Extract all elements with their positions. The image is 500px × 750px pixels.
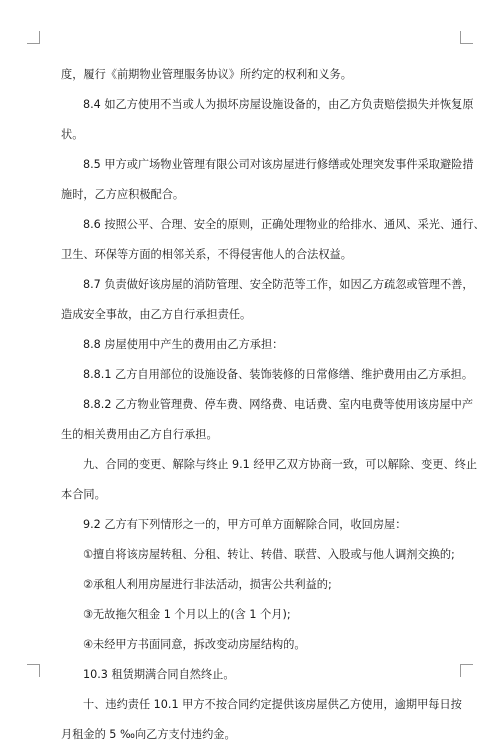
- text-line: 生的相关费用由乙方自行承担。: [61, 428, 218, 441]
- text-line: 九、合同的变更、解除与终止 9.1 经甲乙双方协商一致，可以解除、变更、终止: [83, 458, 478, 471]
- text-line: ④未经甲方书面同意，拆改变动房屋结构的。: [83, 638, 306, 651]
- text-line: 本合同。: [61, 488, 106, 501]
- text-line: 十、违约责任 10.1 甲方不按合同约定提供该房屋供乙方使用，逾期甲每日按: [83, 698, 462, 711]
- crop-mark-bottom-right: [460, 664, 473, 677]
- text-line: 8.7 负责做好该房屋的消防管理、安全防范等工作，如因乙方疏忽或管理不善，: [83, 278, 474, 291]
- text-line: 施时，乙方应积极配合。: [61, 188, 185, 201]
- text-line: 8.6 按照公平、合理、安全的原则，正确处理物业的给排水、通风、采光、通行、: [83, 218, 485, 231]
- crop-mark-bottom-left: [27, 664, 40, 677]
- text-line: 卫生、环保等方面的相邻关系，不得侵害他人的合法权益。: [61, 248, 352, 261]
- text-line: ②承租人利用房屋进行非法活动，损害公共利益的;: [83, 578, 332, 591]
- text-line: 造成安全事故，由乙方自行承担责任。: [61, 308, 252, 321]
- text-line: 度，履行《前期物业管理服务协议》所约定的权利和义务。: [61, 68, 352, 81]
- text-line: 8.5 甲方或广场物业管理有限公司对该房屋进行修缮或处理突发事件采取避险措: [83, 158, 474, 171]
- text-line: 10.3 租赁期满合同自然终止。: [83, 668, 235, 681]
- text-line: 8.8 房屋使用中产生的费用由乙方承担：: [83, 338, 284, 351]
- text-line: ③无故拖欠租金 1 个月以上的(含 1 个月);: [83, 608, 291, 621]
- text-line: 8.4 如乙方使用不当或人为损坏房屋设施设备的，由乙方负责赔偿损失并恢复原: [83, 98, 474, 111]
- text-line: 状。: [61, 128, 84, 141]
- crop-mark-top-right: [460, 31, 473, 44]
- text-line: 8.8.1 乙方自用部位的设施设备、装饰装修的日常修缮、维护费用由乙方承担。: [83, 368, 474, 381]
- document-body: [61, 60, 485, 750]
- text-line: 8.8.2 乙方物业管理费、停车费、网络费、电话费、室内电费等使用该房屋中产: [83, 398, 474, 411]
- text-line: ①擅自将该房屋转租、分租、转让、转借、联营、入股或与他人调剂交换的;: [83, 548, 455, 561]
- crop-mark-top-left: [27, 31, 40, 44]
- text-line: 月租金的 5 ‰向乙方支付违约金。: [61, 728, 236, 741]
- text-line: 9.2 乙方有下列情形之一的，甲方可单方面解除合同，收回房屋：: [83, 518, 407, 531]
